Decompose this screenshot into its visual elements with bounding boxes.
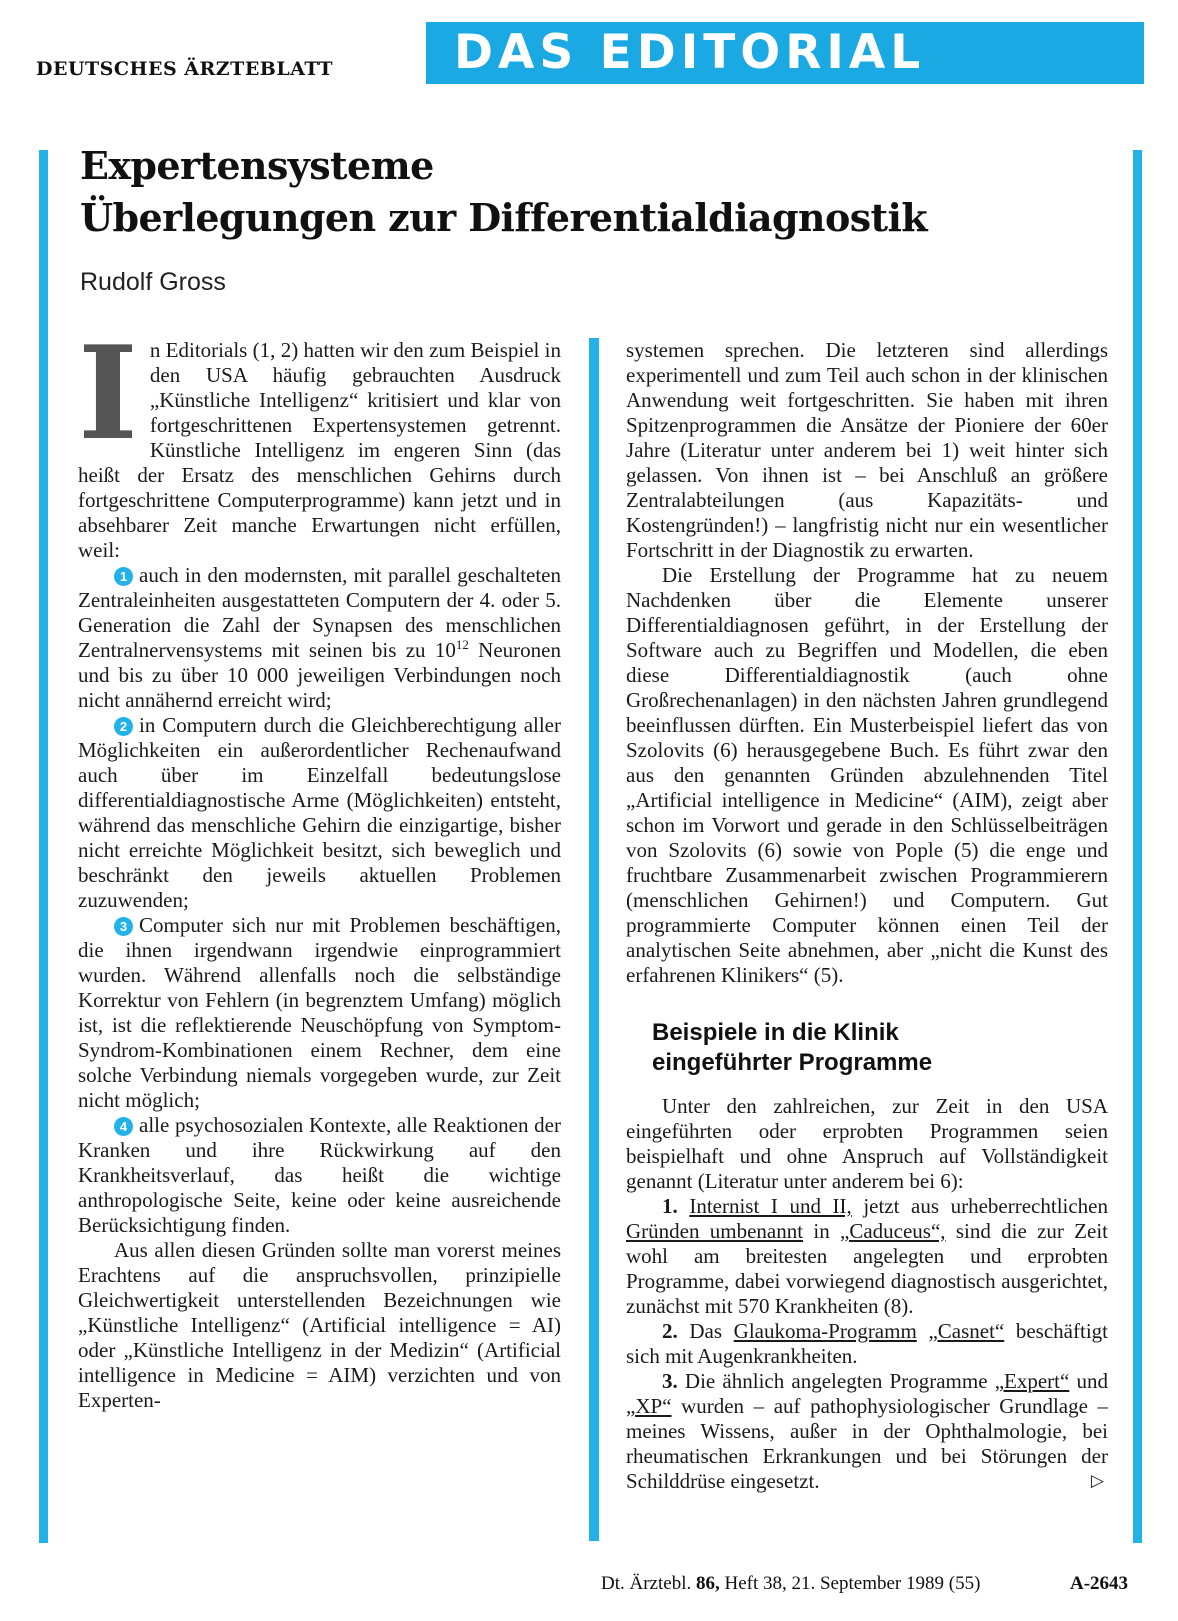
title-line-1: Expertensysteme	[80, 143, 434, 188]
drop-cap: I	[78, 319, 138, 469]
program-name: „Expert“	[994, 1369, 1070, 1393]
text-column-right	[626, 338, 1108, 1494]
exponent: 12	[455, 637, 469, 652]
left-accent-bar	[39, 150, 48, 1543]
number-badge-icon: 1	[114, 567, 133, 586]
right-accent-bar	[1133, 150, 1142, 1543]
program-item-1: 1. Internist I und II, jetzt aus urheberrechtlichen Gründen umbenannt in „Caduceus“, sind die zur Zeit wohl am breitesten angelegten und erprobten Programme, dabei vorwiegend diagnostisch ausgerichtet, zunächst mit 570 Krankheiten (8).	[626, 1194, 1109, 1318]
program-name: „Casnet“	[928, 1319, 1005, 1343]
program-name: „XP“	[626, 1394, 672, 1418]
program-name: „Caduceus“,	[840, 1219, 946, 1243]
paragraph-reasons-part-1: Aus allen diesen Gründen sollte man vorerst meines Erachtens auf die anspruchsvollen, prinzipielle Gleichwertigkeit unterstellenden Bezeichnungen wie „Künstliche Intelligenz“ (Artificial intelligence = AI) oder „Künstliche Intelligenz in der Medizin“ (Artificial intelligence in Medicine = AIM) verzichten und von Experten-	[78, 1238, 561, 1412]
program-item-3: 3. Die ähnlich angelegten Programme „Expert“ und „XP“ wurden – auf pathophysiologischer Grundlage – meines Wissens, außer in der Ophthalmologie, bei rheumatischen Erkrankungen und bei Störungen der Schilddrüse eingesetzt. ▷	[626, 1369, 1109, 1493]
text-column-left	[78, 319, 561, 1413]
program-name: Internist I und II,	[689, 1194, 852, 1218]
program-item-2: 2. Das Glaukoma-Programm „Casnet“ beschäftigt sich mit Augenkrankheiten.	[626, 1319, 1108, 1368]
publication-name: DEUTSCHES ÄRZTEBLATT	[36, 58, 334, 80]
list-item-4: 4 alle psychosozialen Kontexte, alle Reaktionen der Kranken und ihre Rückwirkung auf den Krankheitsverlauf, das heißt die wichtige anthropologische Seite, keine oder keine ausreichende Berücksichtigung finden.	[78, 1113, 561, 1237]
paragraph-programs: Die Erstellung der Programme hat zu neuem Nachdenken über die Elemente unserer Differentialdiagnosen geführt, in der Erstellung der Software auch zu Begriffen und Modellen, die eben diese Differentialdiagnostik (auch ohne Großrechenanlagen) in den nächsten Jahren grundlegend beeinflussen dürften. Ein Musterbeispiel liefert das von Szolovits (6) herausgegebene Buch. Es führt zwar den aus den genannten Gründen abzulehnenden Titel „Artificial intelligence in Medicine“ (AIM), zeigt aber schon im Vorwort und gerade in den Schlüsselbeiträgen von Szolovits (6) sowie von Pople (5) die enge und fruchtbare Zusammenarbeit zwischen Programmierern (menschlichen Gehirnen!) und Computern. Gut programmierte Computer können einen Teil der analytischen Seite abnehmen, aber „nicht die Kunst des erfahrenen Klinikers“ (5).	[626, 563, 1108, 987]
editorial-banner-text: DAS EDITORIAL	[454, 25, 926, 80]
paragraph-reasons-part-2: systemen sprechen. Die letzteren sind allerdings experimentell und zum Teil auch schon in der klinischen Anwendung weit fortgeschritten. Sie haben mit ihren Spitzenprogrammen die Ansätze der Pioniere der 60er Jahre (Literatur unter anderem bei 1) weit hinter sich gelassen. Von ihnen ist – bei Anschluß an größere Zentralabteilungen (aus Kapazitäts- und Kostengründen!) – langfristig nicht nur ein wesentlicher Fortschritt in der Diagnostik zu erwarten.	[626, 338, 1108, 562]
program-name: Glaukoma-Programm	[733, 1319, 917, 1343]
number-badge-icon: 3	[114, 917, 133, 936]
column-divider-bar	[589, 338, 599, 1541]
list-item-3: 3 Computer sich nur mit Problemen beschäftigen, die ihnen irgendwann irgendwie einprogrammiert wurden. Während allenfalls noch die selbständige Korrektur von Fehlern (in begrenztem Umfang) möglich ist, ist die reflektierende Neuschöpfung von Symptom-Syndrom-Kombinationen einem Rechner, dem eine solche Verbindung niemals vorgegeben wurde, zur Zeit nicht möglich;	[78, 913, 561, 1112]
editorial-banner	[426, 22, 1144, 84]
continue-arrow-icon: ▷	[1090, 1471, 1104, 1491]
citation-footer: Dt. Ärztebl. 86, Heft 38, 21. September 1989 (55)	[601, 1573, 981, 1594]
number-badge-icon: 2	[114, 717, 133, 736]
number-badge-icon: 4	[114, 1117, 133, 1136]
paragraph-examples: Unter den zahlreichen, zur Zeit in den USA eingeführten oder erprobten Programmen seien beispielhaft und ohne Anspruch auf Vollständigkeit genannt (Literatur unter anderem bei 6):	[626, 1094, 1108, 1193]
author-name: Rudolf Gross	[80, 268, 226, 296]
list-item-2: 2 in Computern durch die Gleichberechtigung aller Möglichkeiten ein außerordentlicher Rechenaufwand auch über im Einzelfall bedeutungslose differentialdiagnostische Arme (Möglichkeiten) entsteht, während das menschliche Gehirn die einzigartige, bisher nicht erreichte Möglichkeit besitzt, sich beweglich und beschränkt den jeweils aktuellen Problemen zuzuwenden;	[78, 713, 561, 912]
article-title	[80, 140, 927, 244]
intro-text: n Editorials (1, 2) hatten wir den zum Beispiel in den USA häufig gebrauchten Ausdruck „Künstliche Intelligenz“ kritisiert und klar von fortgeschrittenen Expertensystemen getrennt. Künstliche Intelligenz im engeren Sinn (das heißt der Ersatz des menschlichen Gehirns durch fortgeschrittene Computerprogramme) kann jetzt und in absehbarer Zeit manche Erwartungen nicht erfüllen, weil:	[78, 338, 561, 562]
page-number: A-2643	[1070, 1573, 1129, 1594]
intro-paragraph	[78, 319, 561, 563]
section-heading: Beispiele in die Klinik eingeführter Programme	[652, 1019, 933, 1076]
volume-number: 86,	[695, 1573, 720, 1594]
title-line-2: Überlegungen zur Differentialdiagnostik	[80, 195, 928, 240]
list-item-1: 1 auch in den modernsten, mit parallel geschalteten Zentraleinheiten ausgestatteten Computern der 4. oder 5. Generation die Zahl der Synapsen des menschlichen Zentralnervensystems mit seinen bis zu $10^{12}$ Neuronen und bis zu über 10 000 jeweiligen Verbindungen noch nicht annähernd erreicht wird;	[78, 563, 561, 712]
